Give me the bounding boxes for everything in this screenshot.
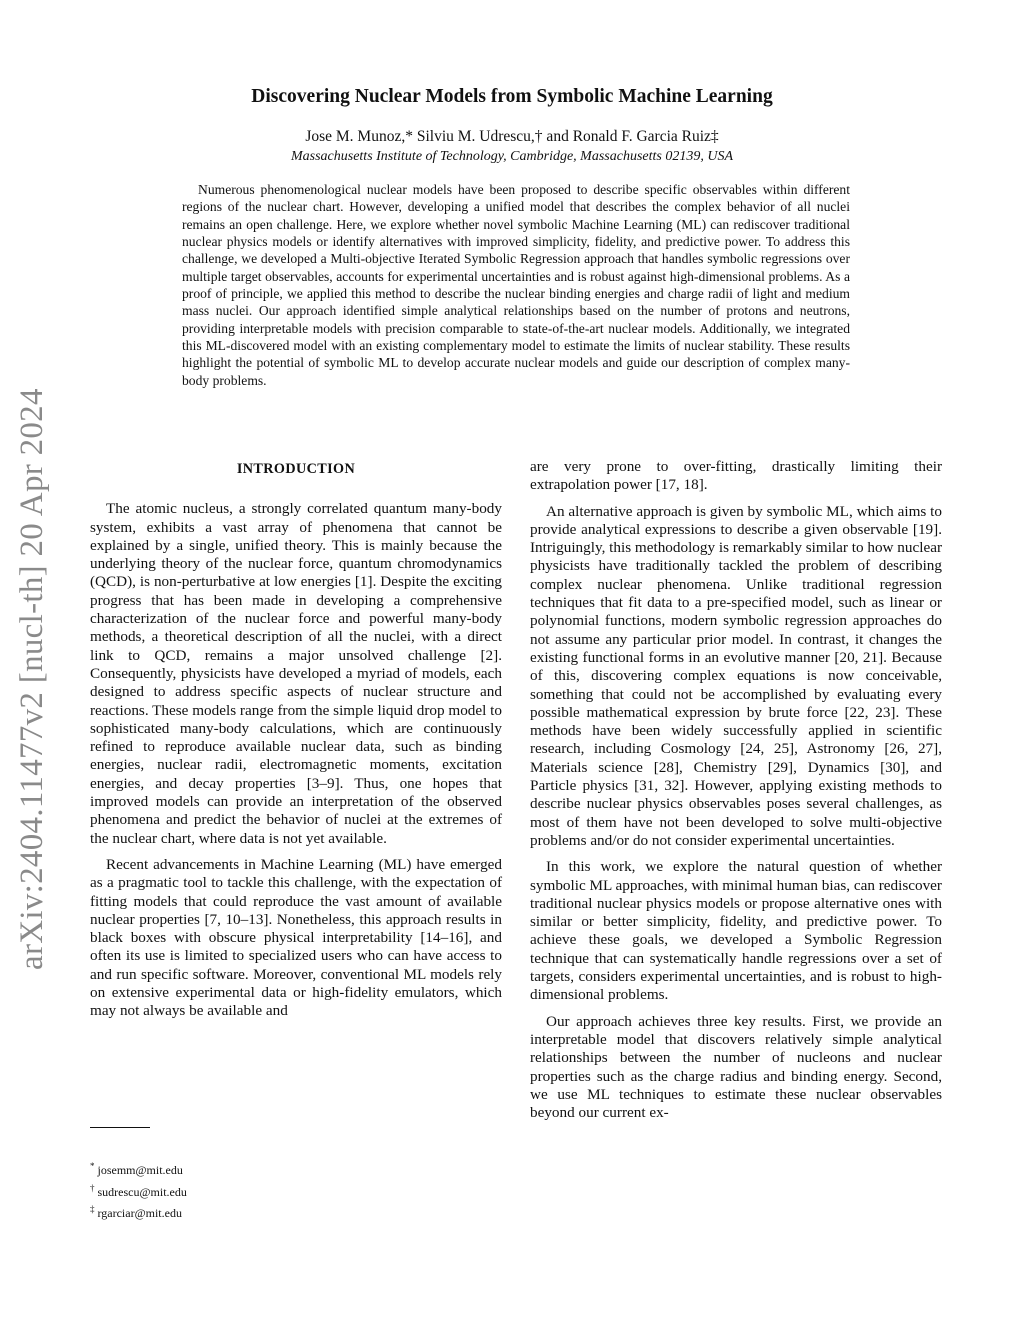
body-paragraph: In this work, we explore the natural question of whether symbolic ML approaches, with minimal human bias, can rediscover traditional nuclear physics models or propose alternative ones with similar or better simplicity, fidelity, and predictive power. To achieve these goals, we developed a Symbolic Regression technique that can systematically handle regressions over a set of targets, considers experimental uncertainties, and is robust to high-dimensional problems.	[530, 858, 942, 1004]
arxiv-identifier: arXiv:2404.11477v2 [nucl-th] 20 Apr 2024	[14, 388, 50, 970]
paper-title: Discovering Nuclear Models from Symbolic Machine Learning	[251, 86, 773, 107]
footnote-email[interactable]: josemm@mit.edu	[97, 1163, 183, 1177]
footnote-email[interactable]: rgarciar@mit.edu	[97, 1206, 182, 1220]
affiliation: Massachusetts Institute of Technology, Cambridge, Massachusetts 02139, USA	[290, 149, 734, 164]
footnote-item: † sudrescu@mit.edu	[90, 1182, 187, 1199]
left-column	[90, 460, 502, 1029]
body-paragraph: Our approach achieves three key results. First, we provide an interpretable model that discovers relatively simple analytical relationships between the number of nucleons and nuclear properties such as the charge radius and binding energy. Second, we use ML techniques to estimate these nuclear observables beyond our current ex-	[530, 1012, 942, 1122]
arxiv-sidebar	[14, 388, 74, 1030]
footnote-email[interactable]: sudrescu@mit.edu	[97, 1184, 187, 1199]
body-paragraph: Recent advancements in Machine Learning (ML) have emerged as a pragmatic tool to tackle this challenge, with the expectation of fitting models that could reproduce the vast amount of available nuclear properties [7, 10–13]. Nonetheless, this approach results in black boxes with obscure physical interpretability [14–16], and often its use is limited to specialized users who can have access to and run specific software. Moreover, conventional ML models rely on extensive experimental data or high-fidelity emulators, which may not always be available and	[90, 855, 502, 1020]
body-paragraph: An alternative approach is given by symbolic ML, which aims to provide analytical expressions to describe a given observable [19]. Intriguingly, this methodology is remarkably similar to how nuclear physicists have traditionally tackled the problem of describing complex nuclear phenomena. Unlike traditional regression techniques that fit data to a pre-specified model, such as linear or polynomial functions, modern symbolic regression approaches do not assume any particular prior model. In contrast, it changes the existing functional forms in an evolutive manner [20, 21]. Because of this, discovering complex equations is now conceivable, something that could not be accomplished by evaluating every possible mathematical expression by brute force [22, 23]. These methods have been widely successfully applied in scientific research, including Cosmology [24, 25], Astronomy [26, 27], Materials science [28], Chemistry [29], Dynamics [30], and Particle physics [31, 32]. However, applying existing methods to describe nuclear physics observables poses several challenges, as most of them have not been developed to solve multi-objective problems and/or do not consider experimental uncertainties.	[530, 502, 942, 849]
body-paragraph: The atomic nucleus, a strongly correlated quantum many-body system, exhibits a vast array of phenomena that cannot be explained by a single, unified theory. This is mainly because the underlying theory of the nuclear force, quantum chromodynamics (QCD), is non-perturbative at low energies [1]. Despite the exciting progress that has been made in developing a comprehensive characterization of the nuclear force and powerful many-body methods, a theoretical description of all the nuclei, with a direct link to QCD, remains a major unsolved challenge [2]. Consequently, physicists have developed a myriad of models, each designed to address specific aspects of nuclear structure and reactions. These models range from the simple liquid drop model to sophisticated many-body calculations, which are continuously refined to reproduce available nuclear data, such as binding energies, nuclear radii, electromagnetic moments, excitation energies, and decay properties [3–9]. Thus, one hopes that improved models can provide an interpretation of the observed phenomena and predict the behavior of nuclei at the extremes of the nuclear chart, where data is not yet available.	[90, 500, 502, 847]
body-paragraph-continued: are very prone to over-fitting, drastically limiting their extrapolation power [17, 18].	[530, 458, 942, 494]
abstract: Numerous phenomenological nuclear models have been proposed to describe specific observables within different regions of the nuclear chart. However, developing a unified model that describes the complex behavior of all nuclei remains an open challenge. Here, we explore whether novel symbolic Machine Learning (ML) can rediscover traditional nuclear physics models or identify alternatives with improved simplicity, fidelity, and predictive power. To address this challenge, we developed a Multi-objective Iterated Symbolic Regression approach that handles symbolic regressions over multiple target observables, accounts for experimental uncertainties and is robust against high-dimensional problems. As a proof of principle, we applied this method to describe the nuclear binding energies and charge radii of light and medium mass nuclei. Our approach identified simple analytical relationships based on the number of protons and neutrons, providing interpretable models with precision comparable to state-of-the-art nuclear models. Additionally, we integrated this ML-discovered model with an existing complementary model to estimate the limits of nuclear stability. These results highlight the potential of symbolic ML to develop accurate nuclear models and guide our description of complex many-body problems.	[182, 182, 850, 388]
footnote-divider	[90, 1127, 150, 1128]
footnotes	[90, 1158, 390, 1223]
author-list: Jose M. Munoz,* Silviu M. Udrescu,† and Ronald F. Garcia Ruiz‡	[305, 128, 719, 145]
footnote-item: ‡ rgarciar@mit.edu	[90, 1204, 182, 1220]
section-heading-introduction: INTRODUCTION	[236, 461, 356, 477]
footnote-item: * josemm@mit.edu	[90, 1161, 183, 1177]
right-column	[530, 458, 942, 1130]
